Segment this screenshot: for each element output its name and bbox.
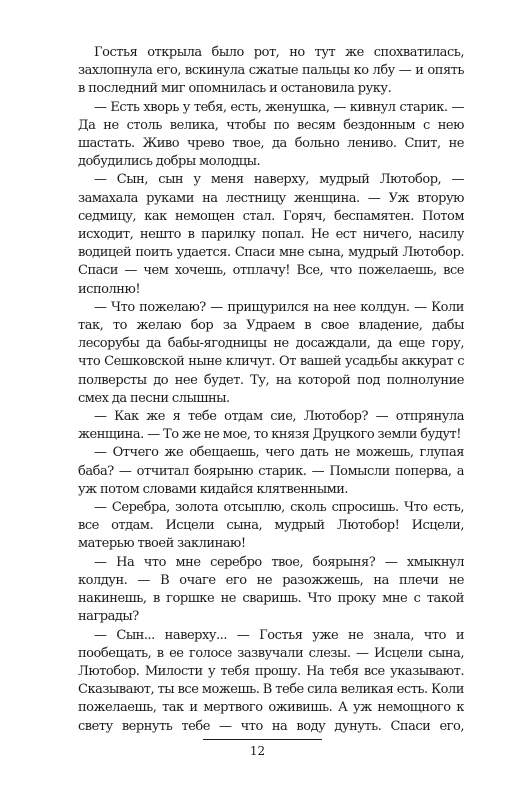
paragraph-6: — Отчего же обещаешь, чего дать не можешь, глупая баба? — отчитал боярыню старик. — Помысли поперва, а уж потом словами кидайся клятвенными.	[78, 445, 464, 497]
paragraph-2: — Есть хворь у тебя, есть, женушка, — кивнул старик. — Да не столь велика, чтобы по весям бездонным с нею шастать. Живо чрево твое, да больно лениво. Спит, не добудились добры молодцы.	[78, 99, 464, 170]
paragraph-4: — Что пожелаю? — прищурился на нее колдун. — Коли так, то желаю бор за Удраем в свое владение, дабы лесорубы да бабы-ягодницы не досаждали, да еще гору, что Сешковской ныне кличут. От вашей усадьбы аккурат с полверсты до нее будет. Ту, на которой под полнолуние смех да песни слышны.	[78, 299, 464, 406]
paragraph-1: Гостья открыла было рот, но тут же спохватилась, захлопнула его, вскинула сжатые пальцы ко лбу — и опять в последний миг опомнилась и остановила руку.	[78, 45, 464, 97]
paragraph-9: — Сын... наверху... — Гостья уже не знала, что и пообещать, в ее голосе зазвучали слезы. — Исцели сына, Лютобор. Милости у тебя прошу. На тебя все указывают. Сказывают, ты все можешь. В тебе сила великая есть. Коли пожелаешь, так и мертвого оживишь. А уж немощного к свету вернуть тебе — что на воду дунуть. Спаси его,	[78, 627, 464, 734]
page-body	[78, 44, 464, 734]
footer-divider	[203, 739, 322, 740]
page-number: 12	[249, 744, 266, 758]
paragraph-8: — На что мне серебро твое, боярыня? — хмыкнул колдун. — В очаге его не разожжешь, на плечи не накинешь, в горшке не сваришь. Что проку мне с такой награды?	[78, 554, 464, 625]
paragraph-5: — Как же я тебе отдам сие, Лютобор? — отпрянула женщина. — То же не мое, то князя Друцкого земли будут!	[78, 409, 464, 443]
paragraph-3: — Сын, сын у меня наверху, мудрый Лютобор, — замахала руками на лестницу женщина. — Уж вторую седмицу, как немощен стал. Горяч, беспамятен. Потом исходит, нешто в парилку попал. Не ест ничего, насилу водицей поить удается. Спаси мне сына, мудрый Лютобор. Спаси — чем хочешь, отплачу! Все, что пожелаешь, все исполню!	[78, 172, 464, 297]
paragraph-7: — Серебра, золота отсыплю, сколь спросишь. Что есть, все отдам. Исцели сына, мудрый Лютобор! Исцели, матерью твоей заклинаю!	[78, 500, 464, 552]
